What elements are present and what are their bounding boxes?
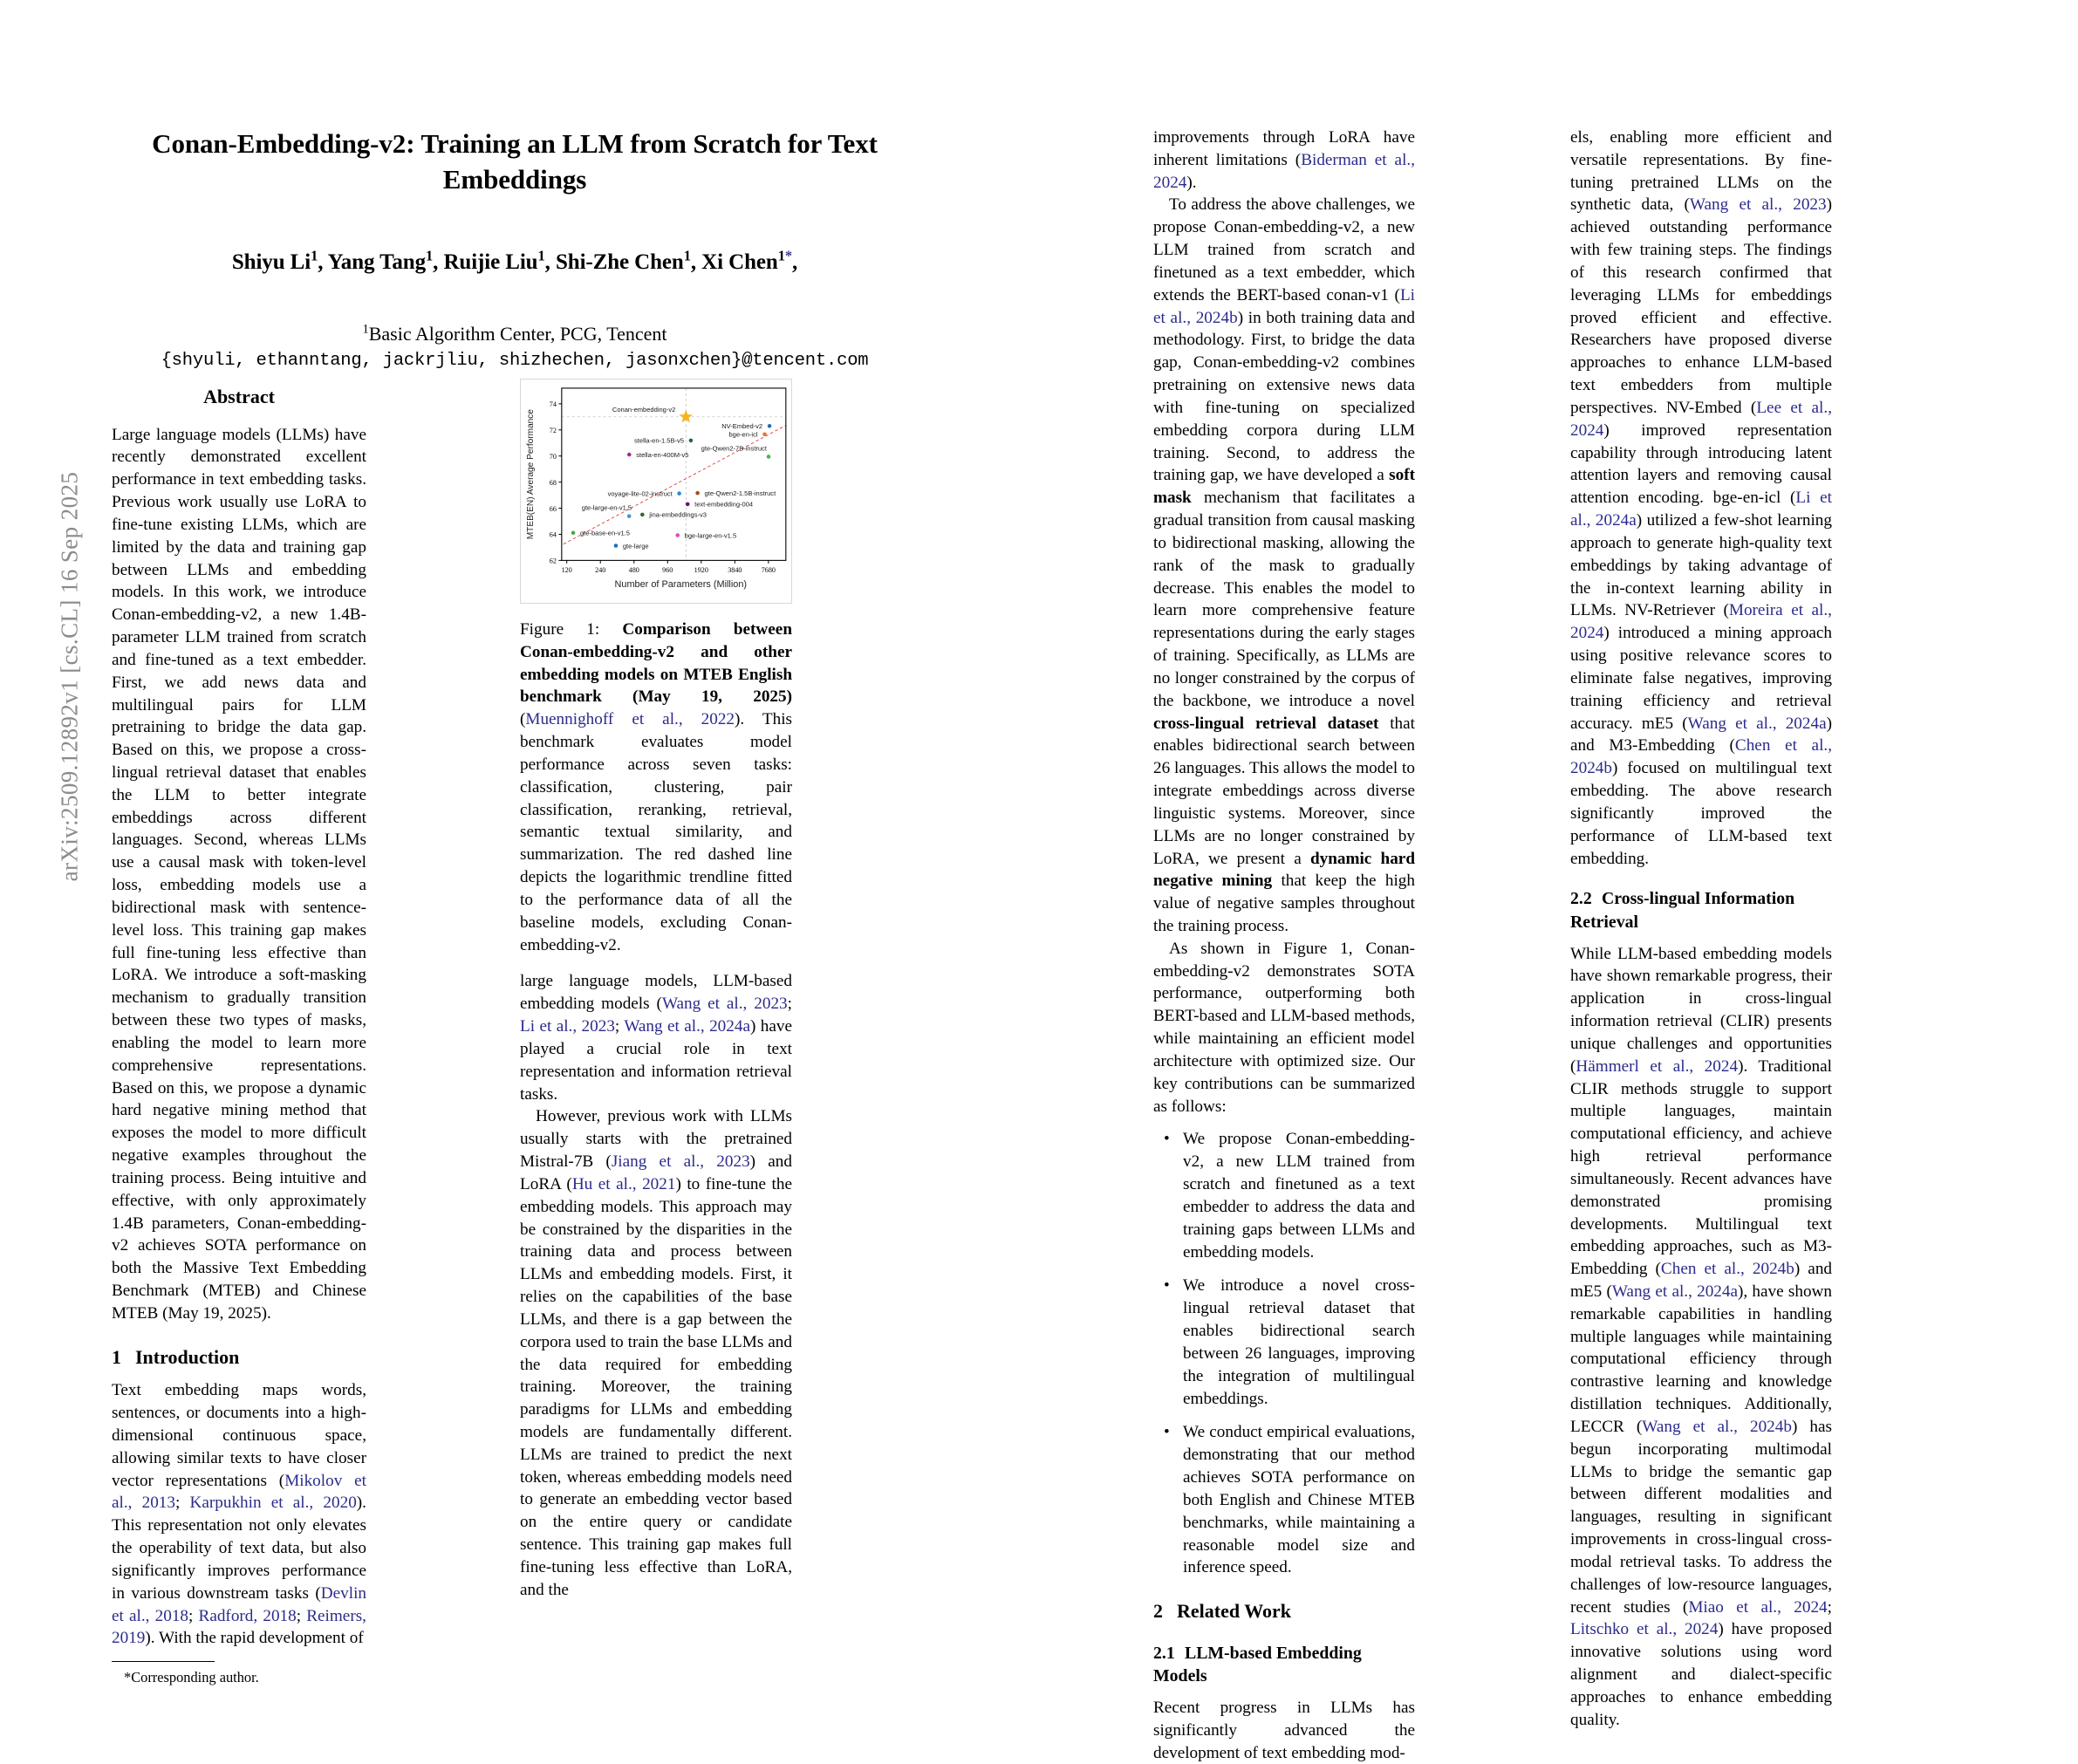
right-sep-1: ; bbox=[1827, 1597, 1832, 1617]
x-tick-label: 120 bbox=[561, 565, 572, 574]
right-column bbox=[1570, 126, 1832, 1732]
data-point-label: stella-en-1.5B-v5 bbox=[634, 436, 684, 445]
y-tick-label: 62 bbox=[549, 557, 557, 565]
mid-text-c: To address the above challenges, we propose Conan-embedding-v2, a new LLM trained from scratch and finetuned as a text embedder, which extends the BERT-based conan-v1 ( bbox=[1153, 195, 1415, 304]
citation-wang-2024a-r[interactable]: Wang et al., 2024a bbox=[1687, 714, 1827, 733]
subsection-title: LLM-based Embedding Models bbox=[1153, 1643, 1362, 1686]
affiliation: $^1$Basic Algorithm Center, PCG, Tencent bbox=[362, 322, 667, 345]
citation-mikolov[interactable]: Mikolov et al., 2013 bbox=[112, 1471, 366, 1513]
fig-sep-3: ) and LoRA ( bbox=[520, 1152, 792, 1193]
citation-biderman[interactable]: Biderman et al., 2024 bbox=[1153, 150, 1415, 192]
y-axis-label: MTEB(EN) Average Performance bbox=[526, 409, 537, 540]
data-point-label: bge-large-en-v1.5 bbox=[684, 531, 737, 540]
citation-wang-2024a-2[interactable]: Wang et al., 2024a bbox=[1611, 1282, 1739, 1301]
right-text-b: ) achieved outstanding performance with few training steps. The findings of this research confirmed that leveraging LLMs for embeddings proved efficient and effective. Researchers have proposed diverse approaches to enhance LLM-based text embedders from multiple perspectives. NV-Embed ( bbox=[1570, 195, 1832, 417]
abstract-text: Large language models (LLMs) have recently demonstrated excellent performance in text embedding tasks. Previous work usually use LoRA to fine-tune existing LLMs, which are limited by the data and training gap between LLMs and embedding models. In this work, we introduce Conan-embedding-v2, a new 1.4B-parameter LLM trained from scratch and fine-tuned as a text embedder. First, we add news data and multilingual pairs for LLM pretraining to bridge the data gap. Based on this, we propose a cross-lingual retrieval dataset that enables the LLM to better integrate embeddings across different languages. Second, whereas LLMs use a causal mask with token-level loss, embedding models use a bidirectional mask with sentence-level loss. This training gap makes full fine-tuning less effective than LoRA. We introduce a soft-masking mechanism to gradually transition between these two types of masks, enabling the model to learn more comprehensive representations. Based on this, we propose a dynamic hard negative mining method that exposes the model to more difficult negative examples throughout the training process. Being intuitive and effective, with only approximately 1.4B parameters, Conan-embedding-v2 achieves SOTA performance on both the Massive Text Embedding Benchmark (MTEB) and Chinese MTEB (May 19, 2025). bbox=[112, 425, 366, 1323]
fig-body-a: large language models, LLM-based embedding models ( bbox=[520, 972, 792, 1014]
intro-paragraph bbox=[112, 1379, 366, 1650]
data-point bbox=[640, 513, 645, 517]
right-text-c: ) improved representation capability through introducing latent attention layers and removing causal attention encoding. bge-en-icl ( bbox=[1570, 420, 1832, 508]
x-tick-label: 240 bbox=[595, 565, 606, 574]
list-item: • We propose Conan-embedding-v2, a new LLM trained from scratch and finetuned as a text embedder to address the data and training gaps between LLMs and embedding models. bbox=[1172, 1128, 1415, 1263]
right-text-j: ) and mE5 ( bbox=[1570, 1260, 1833, 1301]
mid-paragraph-recent-progress: Recent progress in LLMs has significantly advanced the development of text embedding mod- bbox=[1153, 1699, 1415, 1762]
x-tick-label: 3840 bbox=[728, 565, 742, 574]
fig-body-d: ) to fine-tune the embedding models. This approach may be constrained by the disparities in the training data and process between LLMs and embedding models. First, it relies on the capabilities of the base LLMs, and there is a gap between the corpora used to train the base LLMs and the data required for embedding training. Moreover, the training paradigms for LLMs and embedding models are fundamentally different. LLMs are trained to predict the next token, whereas embedding models need to generate an embedding vector based on the entire query or candidate sentence. This training gap makes full fine-tuning less effective than LoRA, and the bbox=[520, 1174, 792, 1599]
citation-litschko[interactable]: Litschko et al., 2024 bbox=[1570, 1620, 1719, 1639]
citation-hammerl[interactable]: Hämmerl et al., 2024 bbox=[1576, 1056, 1739, 1076]
intro-text-a: Text embedding maps words, sentences, or documents into a high-dimensional continuous space, allowing similar texts to have closer vector representations ( bbox=[112, 1381, 366, 1490]
author-name: Shiyu Li$^1$, Yang Tang$^1$, Ruijie Liu$^1$, Shi-Zhe Chen$^1$, Xi Chen$^{1*}$, bbox=[231, 247, 798, 274]
mid-paragraph-lora bbox=[1153, 126, 1415, 194]
y-tick-label: 64 bbox=[549, 530, 557, 539]
fig-sep-2: ; bbox=[614, 1017, 625, 1036]
fig-body-b: ) have played a crucial role in text representation and information retrieval tasks. bbox=[520, 1017, 792, 1104]
figure-caption bbox=[520, 619, 792, 956]
right-paragraph-llm-embedders bbox=[1570, 126, 1832, 870]
right-text-m: ) have proposed innovative solutions using word alignment and dialect-specific approaches to enhance embedding quality. bbox=[1570, 1620, 1833, 1729]
data-point bbox=[686, 503, 690, 507]
citation-radford[interactable]: Radford, 2018 bbox=[198, 1606, 297, 1625]
subsection-heading-cross-lingual-information-retrieval bbox=[1570, 887, 1832, 933]
data-point bbox=[675, 533, 680, 537]
citation-muennighoff[interactable]: Muennighoff et al., 2022 bbox=[525, 710, 735, 729]
citation-wang-2023[interactable]: Wang et al., 2023 bbox=[661, 995, 788, 1014]
citation-jiang[interactable]: Jiang et al., 2023 bbox=[611, 1152, 750, 1172]
x-axis-label: Number of Parameters (Million) bbox=[614, 579, 748, 591]
mid-text-g: that keep the high value of negative samples throughout the training process. bbox=[1153, 872, 1415, 935]
citation-karpukhin[interactable]: Karpukhin et al., 2020 bbox=[189, 1494, 357, 1513]
data-point-label: gte-base-en-v1.5 bbox=[580, 529, 630, 537]
data-point bbox=[627, 514, 632, 518]
x-tick-label: 1920 bbox=[694, 565, 708, 574]
author-list bbox=[122, 247, 907, 275]
paper-header bbox=[122, 126, 907, 371]
citation-wang-2023-r[interactable]: Wang et al., 2023 bbox=[1689, 195, 1827, 215]
right-paragraph-clir bbox=[1570, 943, 1832, 1732]
subsection-number: 2.2 bbox=[1570, 889, 1592, 909]
right-text-a: els, enabling more efficient and versatile representations. By fine-tuning pretrained LLMs on the synthetic data, ( bbox=[1570, 128, 1832, 215]
citation-hu[interactable]: Hu et al., 2021 bbox=[571, 1174, 676, 1193]
section-title: Introduction bbox=[135, 1345, 240, 1368]
list-item: • We conduct empirical evaluations, demonstrating that our method achieves SOTA performance on both English and Chinese MTEB benchmarks, while maintaining a reasonable model size and inference speed. bbox=[1172, 1421, 1415, 1579]
page-title: Conan-Embedding-v2: Training an LLM from Scratch for Text Embeddings bbox=[152, 128, 878, 195]
intro-text-c: ). With the rapid development of bbox=[145, 1629, 364, 1648]
x-tick-label: 7680 bbox=[761, 565, 776, 574]
right-text-h: While LLM-based embedding models have shown remarkable progress, their application in cross-lingual information retrieval (CLIR) presents unique challenges and opportunities ( bbox=[1570, 944, 1832, 1076]
y-tick-label: 72 bbox=[549, 427, 557, 435]
mid-text-e: mechanism that facilitates a gradual transition from causal masking to bidirectional masking, allowing the rank of the mask to gradually decrease. This enables the model to learn more comprehensive feature representations during the early stages of training. Specifically, as LLMs are no longer constrained by the corpus of the backbone, we introduce a novel bbox=[1153, 489, 1415, 710]
data-point bbox=[627, 453, 632, 457]
citation-wang-2024b[interactable]: Wang et al., 2024b bbox=[1642, 1417, 1792, 1436]
subsection-number: 2.1 bbox=[1153, 1643, 1175, 1663]
citation-reimers[interactable]: Reimers, 2019 bbox=[112, 1606, 366, 1648]
data-point bbox=[677, 491, 681, 496]
data-point bbox=[689, 439, 694, 443]
data-point bbox=[767, 455, 771, 459]
figure-caption-rest: ). This benchmark evaluates model performance across seven tasks: classification, clustering, pair classification, reranking, retrieval, semantic textual similarity, and summarization. The red dashed line depicts the logarithmic trendline fitted to the performance data of all the baseline models, excluding Conan-embedding-v2. bbox=[520, 710, 792, 954]
section-heading-introduction bbox=[112, 1344, 366, 1371]
mid-text-b: ). bbox=[1186, 173, 1197, 192]
data-point bbox=[762, 432, 767, 436]
section-number: 2 bbox=[1153, 1600, 1163, 1623]
fig-sep-1: ; bbox=[787, 995, 792, 1014]
right-text-g: ) focused on multilingual text embedding. The above research significantly improved the performance of LLM-based text embedding. bbox=[1570, 759, 1832, 868]
figure-caption-prefix: Figure 1: bbox=[520, 620, 623, 639]
citation-li-2023[interactable]: Li et al., 2023 bbox=[520, 1017, 615, 1036]
y-tick-label: 66 bbox=[549, 504, 557, 513]
data-point bbox=[768, 424, 772, 428]
data-point-label: text-embedding-004 bbox=[694, 500, 754, 509]
section-title: Related Work bbox=[1177, 1600, 1291, 1623]
list-item: • We introduce a novel cross-lingual retrieval dataset that enables bidirectional search between 26 languages, improving the integration of multilingual embeddings. bbox=[1172, 1275, 1415, 1410]
mid-text-d: ) in both training data and methodology. First, to bridge the data gap, Conan-embedding-v2 combines pretraining on extensive news data with fine-tuning on specialized embedding corpora during LLM training. Second, to address the training gap, we have developed a bbox=[1153, 308, 1415, 485]
data-point-label: bge-en-icl bbox=[728, 430, 758, 439]
term-soft-mask: soft mask bbox=[1153, 466, 1415, 508]
right-text-e: ) introduced a mining approach using positive relevance scores to eliminate false negatives, improving training efficiency and retrieval accuracy. mE5 ( bbox=[1570, 624, 1832, 733]
arxiv-stamp: arXiv:2509.12892v1 [cs.CL] 16 Sep 2025 bbox=[56, 471, 83, 882]
footnote-divider bbox=[112, 1661, 215, 1662]
figure-1 bbox=[520, 379, 792, 1602]
data-point-label: gte-Qwen2-7B-instruct bbox=[701, 444, 768, 453]
citation-chen-2024b[interactable]: Chen et al., 2024b bbox=[1570, 736, 1832, 778]
intro-sep-3: ; bbox=[296, 1606, 307, 1625]
body-paragraph-large-lms bbox=[520, 970, 792, 1105]
data-point-label: gte-Qwen2-1.5B-instruct bbox=[704, 489, 776, 497]
intro-sep-2: ; bbox=[188, 1606, 199, 1625]
intro-sep-1: ; bbox=[175, 1494, 190, 1513]
x-tick-label: 480 bbox=[628, 565, 639, 574]
right-text-k: ), have shown remarkable capabilities in handling multiple languages while maintaining computational efficiency through contrastive learning and knowledge distillation techniques. Additionally, LECCR ( bbox=[1570, 1282, 1832, 1436]
citation-chen-2024b-2[interactable]: Chen et al., 2024b bbox=[1660, 1260, 1794, 1279]
citation-moreira[interactable]: Moreira et al., 2024 bbox=[1570, 601, 1832, 643]
data-point-label: jina-embeddings-v3 bbox=[649, 510, 707, 519]
data-point-label: gte-large-en-v1.5 bbox=[581, 503, 632, 512]
citation-devlin[interactable]: Devlin et al., 2018 bbox=[112, 1583, 366, 1625]
mid-text-f: that enables bidirectional search between 26 languages. This allows the model to integrate embeddings across diverse linguistic systems. Moreover, since LLMs are no longer constrained by LoRA, we present a bbox=[1153, 714, 1415, 868]
body-paragraph-however bbox=[520, 1105, 792, 1601]
y-tick-label: 68 bbox=[549, 478, 557, 487]
right-text-d: ) utilized a few-shot learning approach to generate high-quality text embeddings by taking advantage of the in-context learning ability in LLMs. NV-Retriever ( bbox=[1570, 511, 1832, 620]
data-point-label: gte-large bbox=[622, 542, 649, 550]
x-tick-label: 960 bbox=[662, 565, 673, 574]
subsection-title: Cross-lingual Information Retrieval bbox=[1570, 889, 1795, 932]
mid-paragraph-challenges bbox=[1153, 194, 1415, 937]
data-point-label: stella-en-400M-v5 bbox=[636, 450, 689, 459]
y-tick-label: 70 bbox=[549, 452, 557, 461]
citation-miao[interactable]: Miao et al., 2024 bbox=[1688, 1597, 1828, 1617]
left-column bbox=[112, 384, 366, 1687]
section-heading-related-work bbox=[1153, 1598, 1415, 1624]
middle-column bbox=[1153, 126, 1415, 1764]
scatter-plot-svg bbox=[521, 379, 791, 603]
citation-li-2024b[interactable]: Li et al., 2024b bbox=[1153, 285, 1415, 327]
fig-body-c: However, previous work with LLMs usually starts with the pretrained Mistral-7B ( bbox=[520, 1107, 792, 1172]
contributions-list bbox=[1153, 1128, 1415, 1579]
author-emails: {shyuli, ethanntang, jackrjliu, shizhechen, jasonxchen}@tencent.com bbox=[161, 351, 869, 372]
subsection-heading-llm-based-embedding-models bbox=[1153, 1642, 1415, 1688]
term-dynamic-hard-negative-mining: dynamic hard negative mining bbox=[1153, 849, 1415, 891]
citation-li-2024a[interactable]: Li et al., 2024a bbox=[1570, 489, 1832, 530]
figure-caption-open: ( bbox=[520, 710, 526, 729]
data-point-label: voyage-lite-02-instruct bbox=[607, 489, 673, 498]
figure-plot-box bbox=[520, 379, 792, 604]
intro-text-b: ). This representation not only elevates the operability of text data, but also significantly improves performance in various downstream tasks ( bbox=[112, 1494, 366, 1603]
mid-text-a: improvements through LoRA have inherent limitations ( bbox=[1153, 128, 1415, 169]
mid-paragraph-figure-ref: As shown in Figure 1, Conan-embedding-v2 demonstrates SOTA performance, outperforming both BERT-based and LLM-based methods, while maintaining an efficient model architecture with optimized size. Our key contributions can be summarized as follows: bbox=[1153, 939, 1415, 1116]
data-point-label: NV-Embed-v2 bbox=[721, 422, 763, 431]
figure-column-body bbox=[520, 970, 792, 1601]
citation-wang-2024a[interactable]: Wang et al., 2024a bbox=[624, 1017, 750, 1036]
y-tick-label: 74 bbox=[549, 400, 557, 409]
figure-caption-bold: Comparison between Conan-embedding-v2 and other embedding models on MTEB English benchmark (May 19, 2025) bbox=[520, 620, 792, 707]
footnote-corresponding-author: *Corresponding author. bbox=[124, 1669, 259, 1686]
abstract-heading: Abstract bbox=[203, 386, 275, 407]
citation-lee-2024[interactable]: Lee et al., 2024 bbox=[1570, 398, 1832, 440]
data-point bbox=[695, 491, 700, 496]
right-text-l: ) has begun incorporating multimodal LLMs to bridge the semantic gap between different modalities and languages, resulting in significant improvements in cross-lingual cross-modal retrieval tasks. To address the challenges of low-resource languages, recent studies ( bbox=[1570, 1417, 1832, 1617]
data-point bbox=[571, 531, 576, 536]
data-point-label: Conan-embedding-v2 bbox=[612, 405, 676, 414]
right-text-f: ) and M3-Embedding ( bbox=[1570, 714, 1832, 756]
data-point bbox=[614, 544, 619, 548]
section-number: 1 bbox=[112, 1345, 121, 1368]
right-text-i: ). Traditional CLIR methods struggle to support multiple languages, maintain computational efficiency, and achieve high retrieval performance simultaneously. Recent advances have demonstrated promising developments. Multilingual text embedding approaches, such as M3-Embedding ( bbox=[1570, 1056, 1832, 1279]
term-cross-lingual-retrieval-dataset: cross-lingual retrieval dataset bbox=[1153, 714, 1379, 733]
